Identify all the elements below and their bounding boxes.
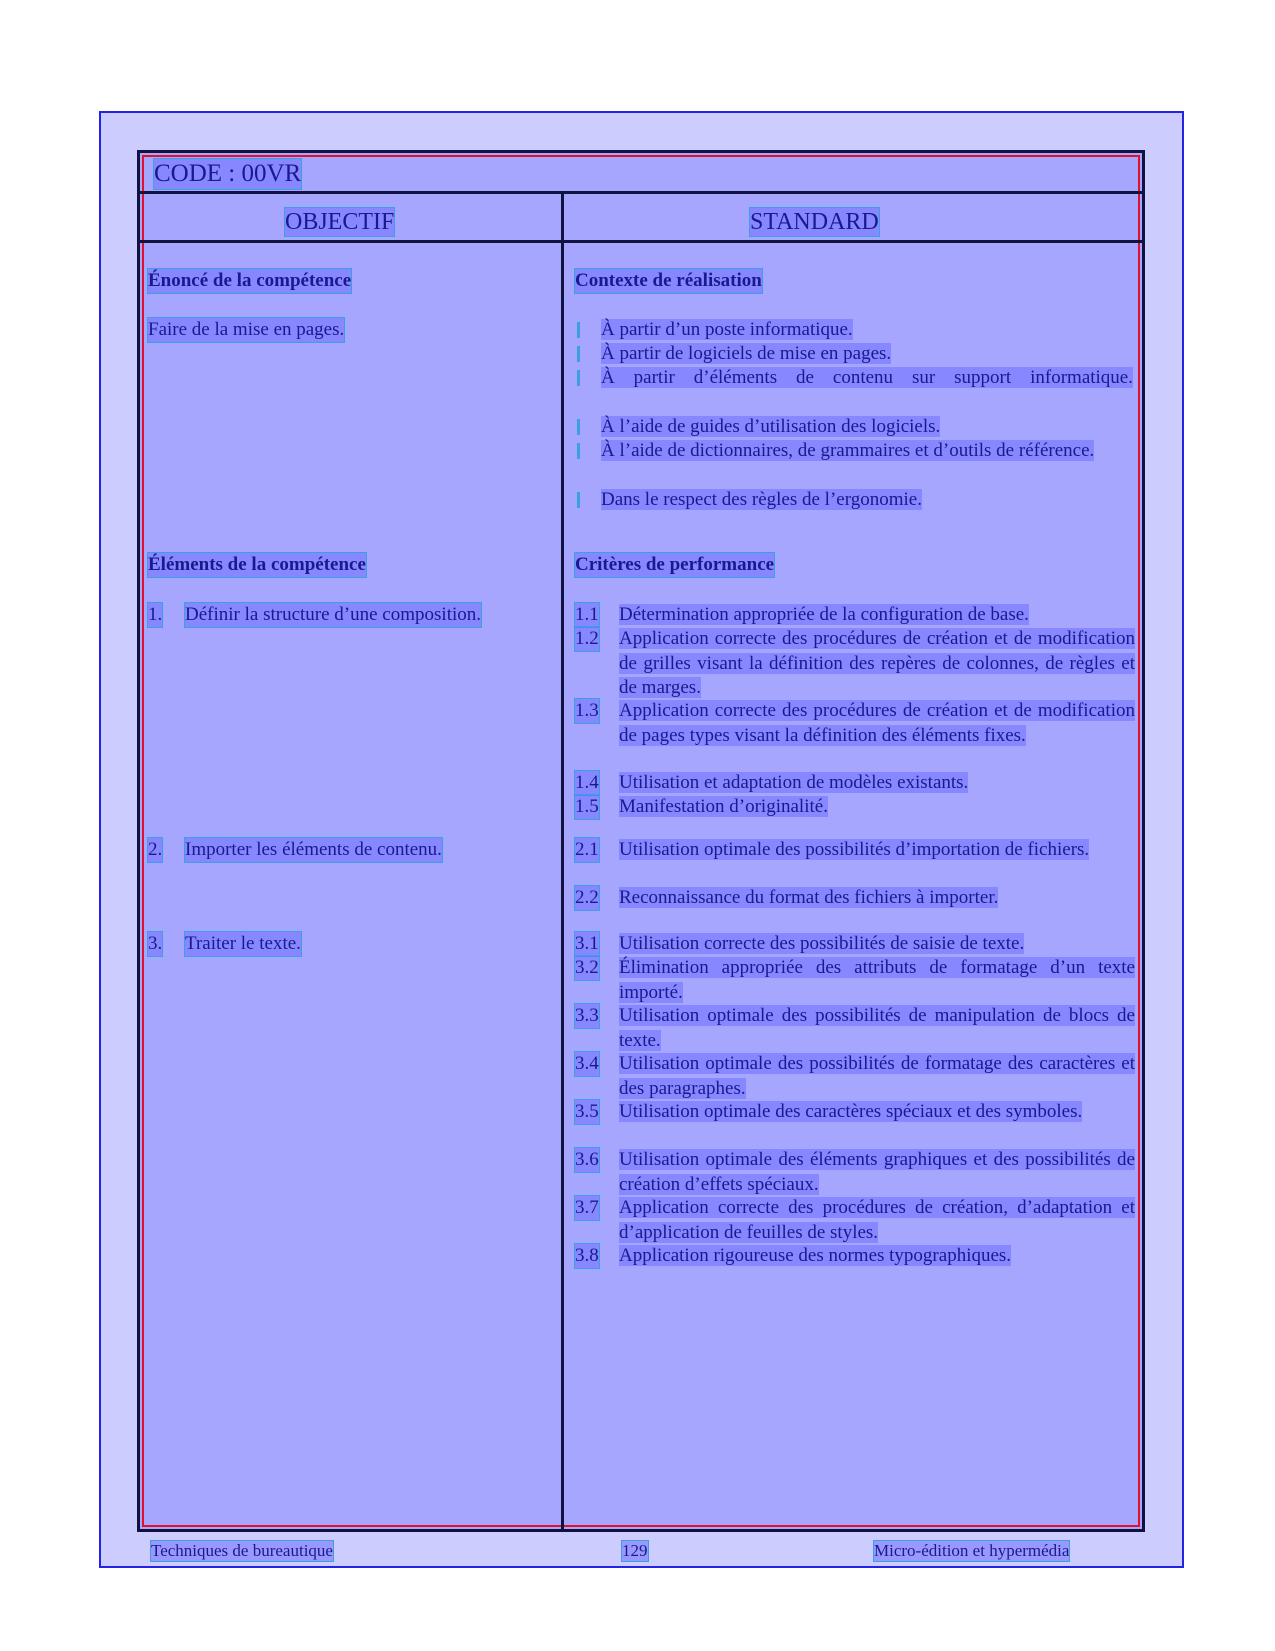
critere-num: 3.4 — [575, 1053, 599, 1074]
contexte-item-1: À partir d’un poste informatique. — [601, 319, 853, 340]
element-num-2: 2. — [148, 839, 163, 860]
critere-text: Reconnaissance du format des fichiers à importer. — [619, 887, 999, 908]
elements-title: Éléments de la compétence — [148, 554, 366, 575]
bullet-icon — [577, 443, 580, 459]
critere-num: 1.5 — [575, 796, 599, 817]
element-text-2: Importer les éléments de contenu. — [185, 839, 442, 860]
critere-num: 2.2 — [575, 887, 599, 908]
critere-num: 3.6 — [575, 1149, 599, 1170]
critere-text: Application correcte des procédures de création et de modification de pages types visant la définition des éléments fixes. — [619, 700, 1135, 746]
critere-text: Application correcte des procédures de création, d’adaptation et d’application de feuilles de styles. — [619, 1197, 1135, 1243]
contexte-item-2: À partir de logiciels de mise en pages. — [601, 343, 892, 364]
contexte-title: Contexte de réalisation — [575, 270, 762, 291]
bullet-icon — [577, 322, 580, 338]
critere-num: 1.1 — [575, 604, 599, 625]
page-number: 129 — [622, 1541, 648, 1560]
standard-heading: STANDARD — [750, 209, 879, 235]
bullet-icon — [577, 419, 580, 435]
element-num-1: 1. — [148, 604, 163, 625]
critere-text: Utilisation et adaptation de modèles existants. — [619, 772, 969, 793]
contexte-item-6: Dans le respect des règles de l’ergonomie. — [601, 489, 922, 510]
enonce-text: Faire de la mise en pages. — [148, 319, 345, 340]
criteres-title: Critères de performance — [575, 554, 775, 575]
critere-text: Utilisation optimale des possibilités de formatage des caractères et des paragraphes. — [619, 1053, 1135, 1099]
critere-text: Application rigoureuse des normes typographiques. — [619, 1245, 1012, 1266]
divider-code — [140, 191, 1142, 194]
critere-text: Utilisation optimale des possibilités de manipulation de blocs de texte. — [619, 1005, 1135, 1051]
critere-text: Manifestation d’originalité. — [619, 796, 828, 817]
element-num-3: 3. — [148, 933, 163, 954]
critere-num: 3.7 — [575, 1197, 599, 1218]
divider-columns — [140, 240, 1142, 243]
element-text-1: Définir la structure d’une composition. — [185, 604, 482, 625]
critere-num: 1.2 — [575, 628, 599, 649]
critere-num: 1.3 — [575, 700, 599, 721]
critere-text: Utilisation optimale des éléments graphiques et des possibilités de création d’effets spéciaux. — [619, 1149, 1135, 1195]
column-divider — [561, 194, 564, 1529]
bullet-icon — [577, 370, 580, 386]
critere-text: Utilisation optimale des caractères spéciaux et des symboles. — [619, 1101, 1083, 1122]
critere-num: 1.4 — [575, 772, 599, 793]
critere-num: 3.8 — [575, 1245, 599, 1266]
bullet-icon — [577, 346, 580, 362]
critere-num: 2.1 — [575, 839, 599, 860]
critere-num: 3.3 — [575, 1005, 599, 1026]
contexte-item-5: À l’aide de dictionnaires, de grammaires et d’outils de référence. — [601, 440, 1095, 461]
critere-text: Utilisation optimale des possibilités d’importation de fichiers. — [619, 839, 1090, 860]
critere-num: 3.5 — [575, 1101, 599, 1122]
competency-table — [137, 150, 1145, 1532]
contexte-item-4: À l’aide de guides d’utilisation des logiciels. — [601, 416, 941, 437]
footer-left: Techniques de bureautique — [151, 1541, 333, 1560]
critere-num: 3.1 — [575, 933, 599, 954]
objectif-heading: OBJECTIF — [285, 209, 395, 235]
code-label: CODE : 00VR — [154, 160, 302, 187]
critere-text: Élimination appropriée des attributs de formatage d’un texte importé. — [619, 957, 1135, 1003]
element-text-3: Traiter le texte. — [185, 933, 301, 954]
critere-text: Application correcte des procédures de création et de modification de grilles visant la définition des repères de colonnes, de règles et de marges. — [619, 628, 1135, 698]
enonce-title: Énoncé de la compétence — [148, 270, 352, 291]
footer-right: Micro-édition et hypermédia — [874, 1541, 1070, 1560]
critere-num: 3.2 — [575, 957, 599, 978]
bullet-icon — [577, 492, 580, 508]
contexte-item-3: À partir d’éléments de contenu sur support informatique. — [601, 367, 1133, 388]
critere-text: Détermination appropriée de la configuration de base. — [619, 604, 1029, 625]
critere-text: Utilisation correcte des possibilités de saisie de texte. — [619, 933, 1025, 954]
